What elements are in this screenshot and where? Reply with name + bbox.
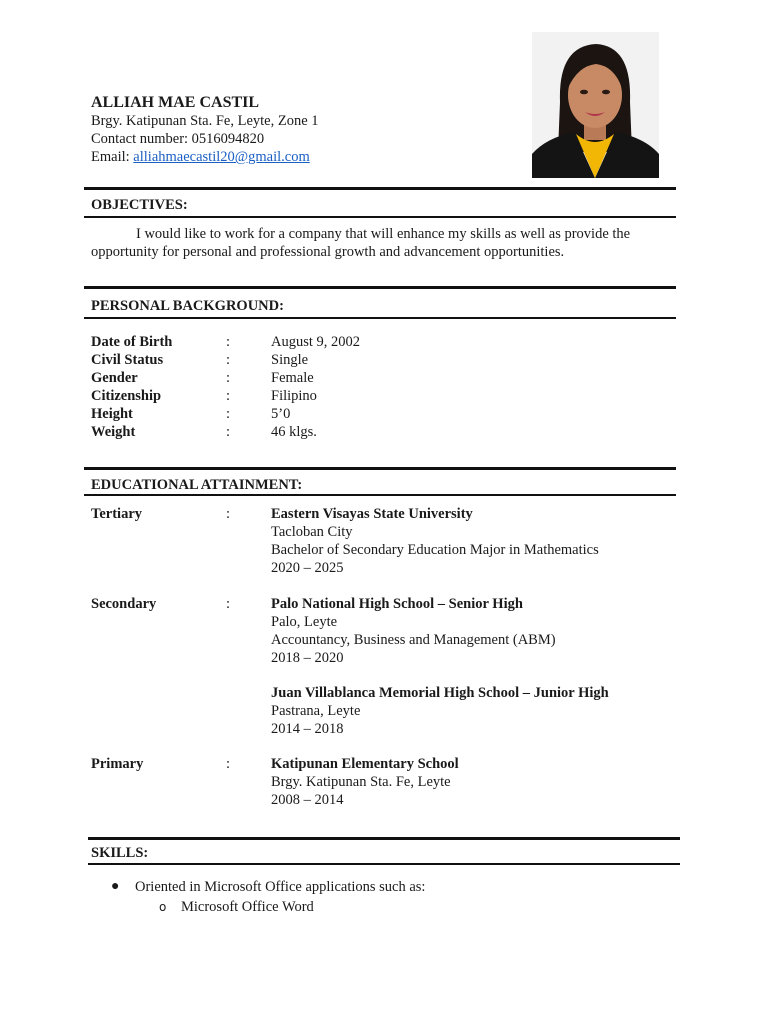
- weight-label: Weight: [91, 424, 136, 440]
- colon: :: [226, 352, 231, 368]
- email-link[interactable]: alliahmaecastil20@gmail.com: [133, 149, 310, 165]
- section-rule-thin: [84, 494, 676, 496]
- senior-high-years: 2018 – 2020: [271, 650, 344, 666]
- colon: :: [226, 334, 231, 350]
- section-rule-thick: [84, 187, 676, 190]
- colon: :: [226, 388, 231, 404]
- height-value: 5’0: [271, 406, 291, 422]
- primary-label: Primary: [91, 756, 144, 772]
- junior-high-place: Pastrana, Leyte: [271, 703, 361, 719]
- skill-item: Oriented in Microsoft Office applications such as:: [135, 879, 426, 895]
- tertiary-label: Tertiary: [91, 506, 143, 522]
- tertiary-course: Bachelor of Secondary Education Major in Mathematics: [271, 542, 599, 558]
- email-label: Email:: [91, 149, 134, 165]
- objective-text: I would like to work for a company that will enhance my skills as well as provide the opportunity for personal and professional growth and advancement opportunities.: [91, 226, 631, 260]
- applicant-name: ALLIAH MAE CASTIL: [91, 94, 260, 111]
- address: Brgy. Katipunan Sta. Fe, Leyte, Zone 1: [91, 113, 319, 129]
- colon: :: [226, 596, 231, 612]
- citizenship-label: Citizenship: [91, 388, 162, 404]
- section-rule-thick: [84, 286, 676, 289]
- colon: :: [226, 406, 231, 422]
- secondary-label: Secondary: [91, 596, 157, 612]
- profile-photo: [532, 32, 659, 178]
- junior-high-school: Juan Villablanca Memorial High School – Junior High: [271, 685, 609, 701]
- civil-status-label: Civil Status: [91, 352, 164, 368]
- gender-value: Female: [271, 370, 314, 386]
- citizenship-value: Filipino: [271, 388, 317, 404]
- colon: :: [226, 756, 231, 772]
- senior-high-place: Palo, Leyte: [271, 614, 338, 630]
- weight-value: 46 klgs.: [271, 424, 317, 440]
- section-title-skills: SKILLS:: [91, 845, 149, 861]
- primary-years: 2008 – 2014: [271, 792, 344, 808]
- section-rule-thick: [88, 837, 680, 840]
- section-rule-thick: [84, 467, 676, 470]
- sub-bullet-icon: o: [159, 900, 167, 914]
- colon: :: [226, 370, 231, 386]
- colon: :: [226, 506, 231, 522]
- tertiary-school: Eastern Visayas State University: [271, 506, 473, 522]
- civil-status-value: Single: [271, 352, 309, 368]
- tertiary-place: Tacloban City: [271, 524, 353, 540]
- skill-sub-item: Microsoft Office Word: [181, 899, 314, 915]
- senior-high-strand: Accountancy, Business and Management (ABM): [271, 632, 556, 648]
- senior-high-school: Palo National High School – Senior High: [271, 596, 523, 612]
- primary-school: Katipunan Elementary School: [271, 756, 459, 772]
- junior-high-years: 2014 – 2018: [271, 721, 344, 737]
- height-label: Height: [91, 406, 133, 422]
- section-title-objectives: OBJECTIVES:: [91, 197, 188, 213]
- contact-number: Contact number: 0516094820: [91, 131, 265, 147]
- email-line: [91, 148, 310, 166]
- section-title-personal: PERSONAL BACKGROUND:: [91, 298, 284, 314]
- colon: :: [226, 424, 231, 440]
- tertiary-years: 2020 – 2025: [271, 560, 344, 576]
- dob-label: Date of Birth: [91, 334, 173, 350]
- section-rule-thin: [84, 317, 676, 319]
- gender-label: Gender: [91, 370, 138, 386]
- section-rule-thin: [88, 863, 680, 865]
- dob-value: August 9, 2002: [271, 334, 361, 350]
- primary-place: Brgy. Katipunan Sta. Fe, Leyte: [271, 774, 451, 790]
- bullet-icon: ●: [111, 879, 120, 894]
- section-title-education: EDUCATIONAL ATTAINMENT:: [91, 477, 303, 493]
- section-rule-thin: [84, 216, 676, 218]
